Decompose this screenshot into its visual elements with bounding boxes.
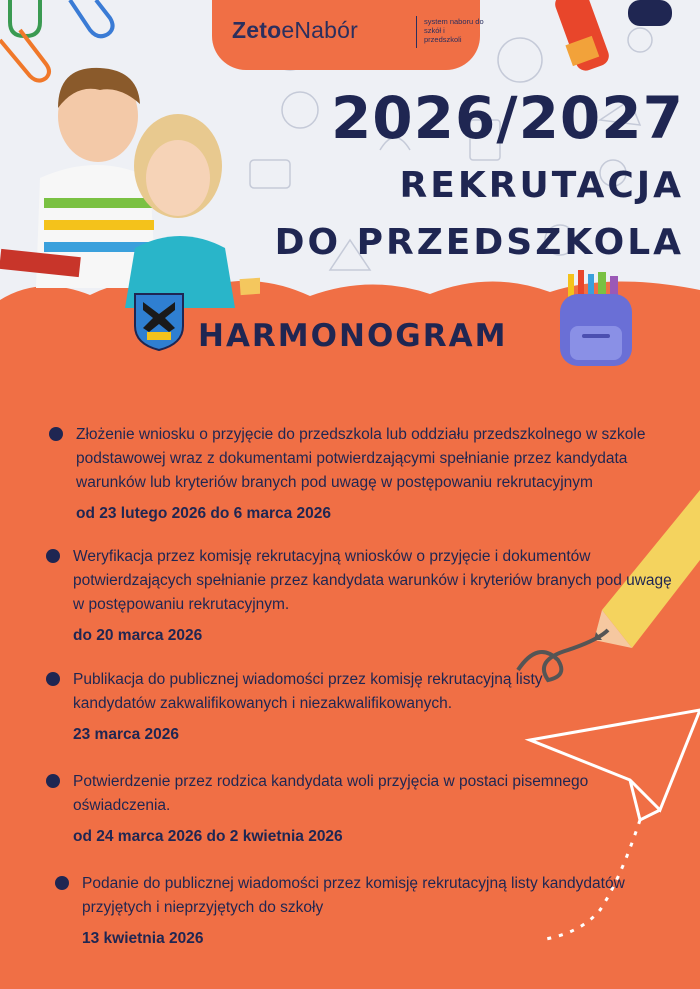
bullet-icon <box>55 876 69 890</box>
municipal-crest-icon <box>133 292 185 352</box>
brand-name-bold: Zeto <box>232 17 282 43</box>
title-line-2: DO PRZEDSZKOLA <box>274 222 684 263</box>
bullet-icon <box>46 774 60 788</box>
list-item <box>73 545 673 645</box>
backpack-icon <box>548 268 648 368</box>
list-item <box>73 770 593 846</box>
schedule-item-date: 13 kwietnia 2026 <box>82 930 204 947</box>
title-line-1: REKRUTACJA <box>399 165 684 206</box>
bullet-icon <box>49 427 63 441</box>
bullet-icon <box>46 672 60 686</box>
schedule-item-date: od 24 marca 2026 do 2 kwietnia 2026 <box>73 828 343 845</box>
list-item <box>73 668 583 744</box>
brand-tagline: system naboru do szkół i przedszkoli <box>424 17 484 44</box>
schedule-item-date: 23 marca 2026 <box>73 726 180 743</box>
schedule-item-date: od 23 lutego 2026 do 6 marca 2026 <box>76 505 332 522</box>
children-photo <box>0 48 260 308</box>
schedule-item-description: Złożenie wniosku o przyjęcie do przedszkola lub oddziału przedszkolnego w szkole podstawowej wraz z dokumentami potwierdzającymi spełnianie przez kandydata warunków lub kryteriów branych pod uwagę w postępowaniu rekrutacyjnym <box>76 426 646 491</box>
schedule-heading: HARMONOGRAM <box>198 318 508 354</box>
bullet-icon <box>46 549 60 563</box>
schedule-item-description: Publikacja do publicznej wiadomości przez komisję rekrutacyjną listy kandydatów zakwalifikowanych i niezakwalifikowanych. <box>73 671 543 712</box>
schedule-item-date: do 20 marca 2026 <box>73 627 203 644</box>
logo-divider <box>416 16 417 48</box>
list-item <box>76 423 688 523</box>
schedule-item-description: Podanie do publicznej wiadomości przez komisję rekrutacyjną listy kandydatów przyjętych i nieprzyjętych do szkoły <box>82 875 625 916</box>
schedule-item-description: Potwierdzenie przez rodzica kandydata woli przyjęcia w postaci pisemnego oświadczenia. <box>73 773 589 814</box>
list-item <box>82 872 682 948</box>
school-year-title: 2026/2027 <box>330 84 684 152</box>
brand-name-light: eNabór <box>281 17 358 43</box>
schedule-item-description: Weryfikacja przez komisję rekrutacyjną wniosków o przyjęcie i dokumentów potwierdzających spełnianie przez kandydata warunków i kryteriów branych pod uwagę w postępowaniu rekrutacyjnym. <box>73 548 672 613</box>
brand-logo <box>232 17 358 44</box>
